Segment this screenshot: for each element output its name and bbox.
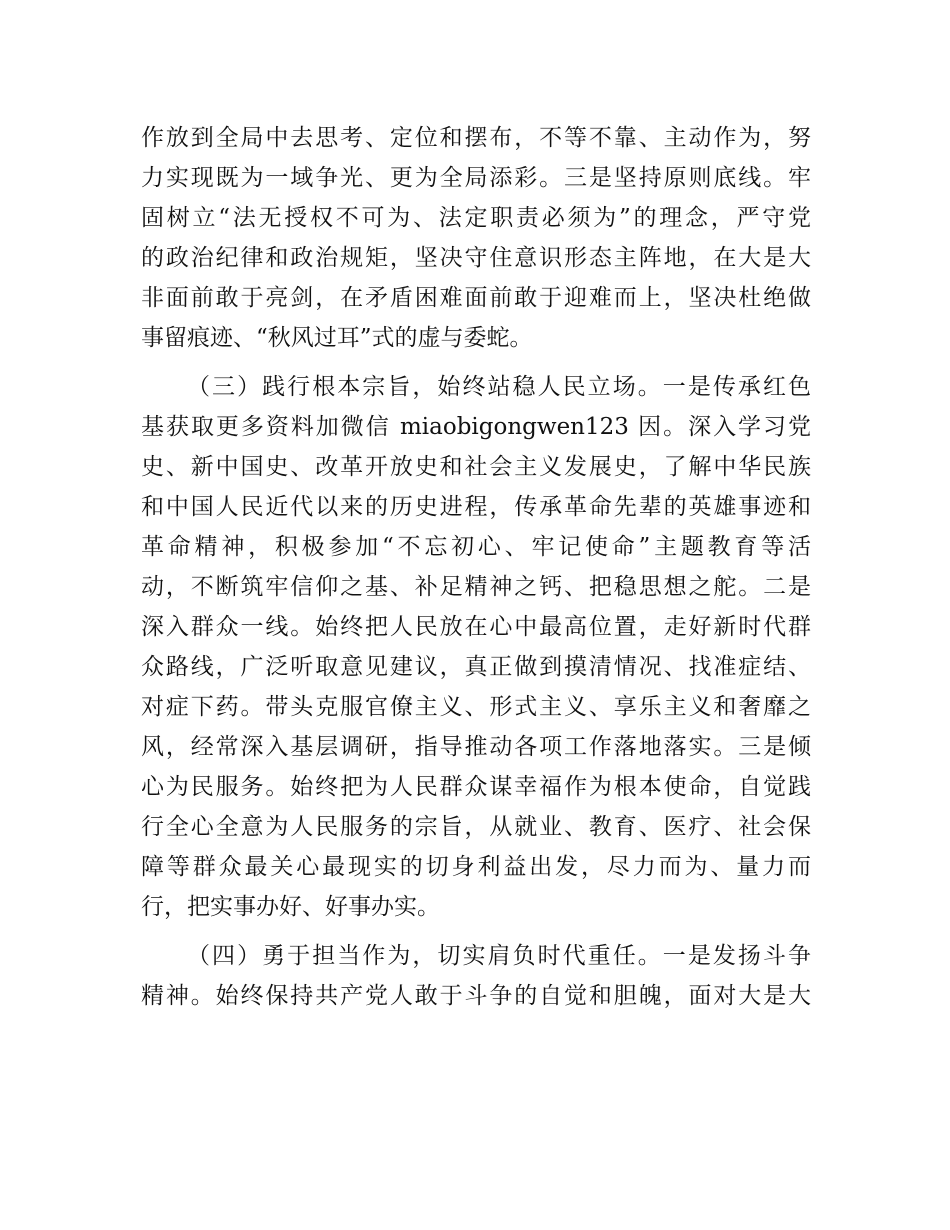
paragraph-heading-line: （四）勇于担当作为，切实肩负时代重任。一是发扬斗争 [187, 943, 811, 969]
text-line: 非面前敢于亮剑，在矛盾困难面前敢于迎难而上，坚决杜绝做 [141, 285, 811, 311]
text-line: 和中国人民近代以来的历史进程，传承革命先辈的英雄事迹和 [141, 494, 811, 520]
text-line: 众路线，广泛听取意见建议，真正做到摸清情况、找准症结、 [141, 654, 811, 680]
text-line: 障等群众最关心最现实的切身利益出发，尽力而为、量力而 [141, 854, 811, 880]
text-line: 史、新中国史、改革开放史和社会主义发展史，了解中华民族 [141, 454, 811, 480]
text-line: 精神。始终保持共产党人敢于斗争的自觉和胆魄，面对大是大 [141, 983, 811, 1009]
text-line: 力实现既为一域争光、更为全局添彩。三是坚持原则底线。牢 [141, 165, 811, 191]
text-line: 的政治纪律和政治规矩，坚决守住意识形态主阵地，在大是大 [141, 245, 811, 271]
text-line: 行全心全意为人民服务的宗旨，从就业、教育、医疗、社会保 [141, 814, 811, 840]
text-line: 对症下药。带头克服官僚主义、形式主义、享乐主义和奢靡之 [141, 694, 811, 720]
paragraph-principles [141, 118, 811, 358]
text-line: 革命精神，积极参加“不忘初心、牢记使命”主题教育等活 [141, 534, 811, 560]
text-line: 事留痕迹、“秋风过耳”式的虚与委蛇。 [141, 325, 533, 351]
document-body [141, 118, 811, 1016]
text-line: 深入群众一线。始终把人民放在心中最高位置，走好新时代群 [141, 614, 811, 640]
text-line: 行，把实事办好、好事办实。 [141, 894, 440, 920]
paragraph-people-stance [141, 367, 811, 927]
text-line: 固树立“法无授权不可为、法定职责必须为”的理念，严守党 [141, 205, 811, 231]
text-line: 心为民服务。始终把为人民群众谋幸福作为根本使命，自觉践 [141, 774, 811, 800]
paragraph-responsibility [141, 936, 811, 1016]
paragraph-gap [141, 358, 811, 367]
paragraph-heading-line: （三）践行根本宗旨，始终站稳人民立场。一是传承红色 [187, 374, 811, 400]
text-line: 基获取更多资料加微信 miaobigongwen123 因。深入学习党 [141, 414, 811, 440]
text-line: 动，不断筑牢信仰之基、补足精神之钙、把稳思想之舵。二是 [141, 574, 811, 600]
paragraph-gap [141, 927, 811, 936]
text-line: 风，经常深入基层调研，指导推动各项工作落地落实。三是倾 [141, 734, 811, 760]
text-line: 作放到全局中去思考、定位和摆布，不等不靠、主动作为，努 [141, 125, 811, 151]
